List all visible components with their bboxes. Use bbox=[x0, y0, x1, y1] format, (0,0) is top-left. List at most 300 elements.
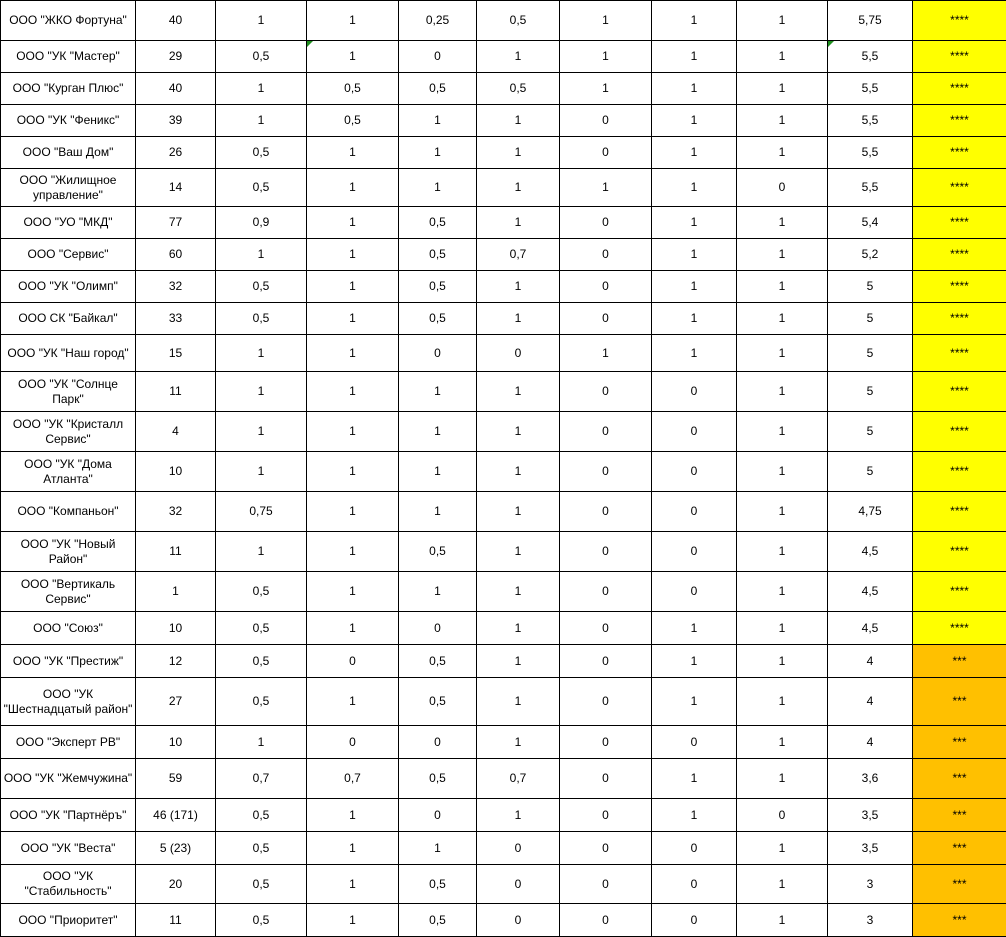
criterion-6-cell[interactable]: 1 bbox=[652, 41, 737, 73]
company-name-cell[interactable]: ООО "УК "Мастер" bbox=[1, 41, 136, 73]
rating-cell[interactable]: *** bbox=[913, 832, 1006, 865]
criterion-3-cell[interactable]: 0,5 bbox=[399, 207, 477, 239]
criterion-3-cell[interactable]: 1 bbox=[399, 832, 477, 865]
criterion-2-cell[interactable]: 1 bbox=[307, 452, 399, 492]
criterion-5-cell[interactable]: 0 bbox=[560, 303, 652, 335]
criterion-4-cell[interactable]: 1 bbox=[477, 612, 560, 645]
company-name-cell[interactable]: ООО "УК "Партнёръ" bbox=[1, 799, 136, 832]
comment-indicator-icon[interactable] bbox=[307, 41, 313, 47]
criterion-6-cell[interactable]: 0 bbox=[652, 904, 737, 937]
rating-cell[interactable]: **** bbox=[913, 335, 1006, 372]
total-score-cell[interactable]: 5 bbox=[828, 335, 913, 372]
criterion-4-cell[interactable]: 1 bbox=[477, 271, 560, 303]
total-score-cell[interactable]: 3 bbox=[828, 865, 913, 904]
criterion-5-cell[interactable]: 0 bbox=[560, 239, 652, 271]
criterion-1-cell[interactable]: 0,5 bbox=[216, 271, 307, 303]
criterion-6-cell[interactable]: 1 bbox=[652, 271, 737, 303]
criterion-4-cell[interactable]: 1 bbox=[477, 137, 560, 169]
count-cell[interactable]: 46 (171) bbox=[136, 799, 216, 832]
criterion-2-cell[interactable]: 1 bbox=[307, 678, 399, 726]
criterion-7-cell[interactable]: 1 bbox=[737, 1, 828, 41]
criterion-3-cell[interactable]: 1 bbox=[399, 372, 477, 412]
table-row bbox=[1, 372, 1006, 412]
company-name-cell[interactable]: ООО "УК "Кристалл Сервис" bbox=[1, 412, 136, 452]
company-name-cell[interactable]: ООО СК "Байкал" bbox=[1, 303, 136, 335]
count-cell[interactable]: 10 bbox=[136, 452, 216, 492]
count-cell[interactable]: 20 bbox=[136, 865, 216, 904]
company-name-cell[interactable]: ООО "Сервис" bbox=[1, 239, 136, 271]
criterion-2-cell[interactable]: 1 bbox=[307, 612, 399, 645]
criterion-4-cell[interactable]: 1 bbox=[477, 41, 560, 73]
criterion-3-cell[interactable]: 0,5 bbox=[399, 645, 477, 678]
company-name-cell[interactable]: ООО "УК "Феникс" bbox=[1, 105, 136, 137]
criterion-7-cell[interactable]: 1 bbox=[737, 572, 828, 612]
total-score-cell[interactable]: 5 bbox=[828, 452, 913, 492]
total-score-cell[interactable]: 4,5 bbox=[828, 612, 913, 645]
criterion-6-cell[interactable]: 1 bbox=[652, 169, 737, 207]
criterion-7-cell[interactable]: 1 bbox=[737, 865, 828, 904]
count-cell[interactable]: 10 bbox=[136, 612, 216, 645]
criterion-3-cell[interactable]: 0,5 bbox=[399, 73, 477, 105]
criterion-7-cell[interactable]: 1 bbox=[737, 759, 828, 799]
company-name-cell[interactable]: ООО "Приоритет" bbox=[1, 904, 136, 937]
rating-cell[interactable]: *** bbox=[913, 678, 1006, 726]
rating-cell[interactable]: **** bbox=[913, 73, 1006, 105]
rating-cell[interactable]: *** bbox=[913, 904, 1006, 937]
count-cell[interactable]: 11 bbox=[136, 372, 216, 412]
criterion-7-cell[interactable]: 0 bbox=[737, 799, 828, 832]
table-row bbox=[1, 759, 1006, 799]
criterion-5-cell[interactable]: 0 bbox=[560, 532, 652, 572]
criterion-3-cell[interactable]: 0 bbox=[399, 41, 477, 73]
criterion-2-cell[interactable]: 1 bbox=[307, 207, 399, 239]
criterion-2-cell[interactable]: 0 bbox=[307, 726, 399, 759]
company-name-cell[interactable]: ООО "Эксперт РВ" bbox=[1, 726, 136, 759]
company-name-cell[interactable]: ООО "ЖКО Фортуна" bbox=[1, 1, 136, 41]
criterion-3-cell[interactable]: 1 bbox=[399, 169, 477, 207]
criterion-5-cell[interactable]: 0 bbox=[560, 271, 652, 303]
total-score-cell[interactable]: 5 bbox=[828, 271, 913, 303]
total-score-cell[interactable]: 5,5 bbox=[828, 169, 913, 207]
criterion-1-cell[interactable]: 1 bbox=[216, 239, 307, 271]
company-name-cell[interactable]: ООО "УК "Новый Район" bbox=[1, 532, 136, 572]
total-score-cell[interactable]: 4 bbox=[828, 645, 913, 678]
table-row bbox=[1, 303, 1006, 335]
criterion-1-cell[interactable]: 0,5 bbox=[216, 303, 307, 335]
criterion-3-cell[interactable]: 0,5 bbox=[399, 532, 477, 572]
rating-cell[interactable]: **** bbox=[913, 271, 1006, 303]
criterion-3-cell[interactable]: 1 bbox=[399, 412, 477, 452]
company-name-cell[interactable]: ООО "Ваш Дом" bbox=[1, 137, 136, 169]
criterion-5-cell[interactable]: 0 bbox=[560, 832, 652, 865]
criterion-1-cell[interactable]: 1 bbox=[216, 532, 307, 572]
total-score-cell[interactable]: 5,5 bbox=[828, 41, 913, 73]
criterion-6-cell[interactable]: 1 bbox=[652, 137, 737, 169]
criterion-1-cell[interactable]: 0,5 bbox=[216, 41, 307, 73]
rating-cell[interactable]: **** bbox=[913, 137, 1006, 169]
company-name-cell[interactable]: ООО "УК "Дома Атланта" bbox=[1, 452, 136, 492]
criterion-6-cell[interactable]: 1 bbox=[652, 303, 737, 335]
criterion-4-cell[interactable]: 1 bbox=[477, 169, 560, 207]
criterion-7-cell[interactable]: 1 bbox=[737, 372, 828, 412]
criterion-3-cell[interactable]: 0 bbox=[399, 335, 477, 372]
criterion-6-cell[interactable]: 1 bbox=[652, 612, 737, 645]
count-cell[interactable]: 1 bbox=[136, 572, 216, 612]
criterion-4-cell[interactable]: 1 bbox=[477, 207, 560, 239]
criterion-7-cell[interactable]: 1 bbox=[737, 726, 828, 759]
criterion-4-cell[interactable]: 1 bbox=[477, 726, 560, 759]
company-name-cell[interactable]: ООО "Компаньон" bbox=[1, 492, 136, 532]
count-cell[interactable]: 26 bbox=[136, 137, 216, 169]
criterion-5-cell[interactable]: 0 bbox=[560, 137, 652, 169]
criterion-4-cell[interactable]: 1 bbox=[477, 303, 560, 335]
criterion-3-cell[interactable]: 1 bbox=[399, 105, 477, 137]
rating-cell[interactable]: **** bbox=[913, 492, 1006, 532]
company-name-cell[interactable]: ООО "УК "Солнце Парк" bbox=[1, 372, 136, 412]
criterion-3-cell[interactable]: 0 bbox=[399, 612, 477, 645]
criterion-5-cell[interactable]: 0 bbox=[560, 572, 652, 612]
criterion-4-cell[interactable]: 1 bbox=[477, 412, 560, 452]
criterion-2-cell[interactable]: 1 bbox=[307, 335, 399, 372]
criterion-1-cell[interactable]: 0,5 bbox=[216, 799, 307, 832]
rating-cell[interactable]: **** bbox=[913, 169, 1006, 207]
criterion-3-cell[interactable]: 1 bbox=[399, 137, 477, 169]
criterion-4-cell[interactable]: 0 bbox=[477, 865, 560, 904]
criterion-7-cell[interactable]: 1 bbox=[737, 73, 828, 105]
table-row bbox=[1, 572, 1006, 612]
criterion-1-cell[interactable]: 0,7 bbox=[216, 759, 307, 799]
criterion-4-cell[interactable]: 1 bbox=[477, 572, 560, 612]
criterion-5-cell[interactable]: 0 bbox=[560, 645, 652, 678]
criterion-1-cell[interactable]: 0,5 bbox=[216, 572, 307, 612]
total-score-cell[interactable]: 5,4 bbox=[828, 207, 913, 239]
criterion-6-cell[interactable]: 0 bbox=[652, 452, 737, 492]
criterion-3-cell[interactable]: 0 bbox=[399, 799, 477, 832]
company-name-cell[interactable]: ООО "УК "Шестнадцатый район" bbox=[1, 678, 136, 726]
criterion-1-cell[interactable]: 1 bbox=[216, 726, 307, 759]
criterion-5-cell[interactable]: 1 bbox=[560, 1, 652, 41]
criterion-2-cell[interactable]: 1 bbox=[307, 532, 399, 572]
criterion-1-cell[interactable]: 0,5 bbox=[216, 865, 307, 904]
criterion-6-cell[interactable]: 0 bbox=[652, 372, 737, 412]
criterion-5-cell[interactable]: 1 bbox=[560, 73, 652, 105]
criterion-7-cell[interactable]: 1 bbox=[737, 105, 828, 137]
count-cell[interactable]: 40 bbox=[136, 73, 216, 105]
company-name-cell[interactable]: ООО "Вертикаль Сервис" bbox=[1, 572, 136, 612]
criterion-5-cell[interactable]: 0 bbox=[560, 452, 652, 492]
criterion-7-cell[interactable]: 1 bbox=[737, 335, 828, 372]
total-score-cell[interactable]: 5 bbox=[828, 412, 913, 452]
count-cell[interactable]: 32 bbox=[136, 492, 216, 532]
criterion-2-cell[interactable]: 0 bbox=[307, 645, 399, 678]
criterion-3-cell[interactable]: 0,5 bbox=[399, 239, 477, 271]
criterion-6-cell[interactable]: 1 bbox=[652, 239, 737, 271]
total-score-cell[interactable]: 4 bbox=[828, 726, 913, 759]
criterion-6-cell[interactable]: 1 bbox=[652, 645, 737, 678]
total-score-cell[interactable]: 5 bbox=[828, 303, 913, 335]
rating-cell[interactable]: **** bbox=[913, 532, 1006, 572]
criterion-2-cell[interactable]: 0,5 bbox=[307, 105, 399, 137]
company-name-cell[interactable]: ООО "Союз" bbox=[1, 612, 136, 645]
criterion-6-cell[interactable]: 0 bbox=[652, 726, 737, 759]
rating-cell[interactable]: **** bbox=[913, 303, 1006, 335]
total-score-cell[interactable]: 4 bbox=[828, 678, 913, 726]
company-name-cell[interactable]: ООО "УК "Наш город" bbox=[1, 335, 136, 372]
criterion-1-cell[interactable]: 1 bbox=[216, 73, 307, 105]
criterion-1-cell[interactable]: 0,75 bbox=[216, 492, 307, 532]
table-row bbox=[1, 678, 1006, 726]
total-score-cell[interactable]: 3,5 bbox=[828, 832, 913, 865]
criterion-3-cell[interactable]: 0,5 bbox=[399, 904, 477, 937]
criterion-6-cell[interactable]: 0 bbox=[652, 832, 737, 865]
count-cell[interactable]: 40 bbox=[136, 1, 216, 41]
rating-cell[interactable]: **** bbox=[913, 412, 1006, 452]
count-cell[interactable]: 4 bbox=[136, 412, 216, 452]
count-cell[interactable]: 10 bbox=[136, 726, 216, 759]
criterion-1-cell[interactable]: 0,5 bbox=[216, 904, 307, 937]
criterion-1-cell[interactable]: 0,5 bbox=[216, 137, 307, 169]
count-cell[interactable]: 33 bbox=[136, 303, 216, 335]
criterion-1-cell[interactable]: 1 bbox=[216, 372, 307, 412]
criterion-4-cell[interactable]: 1 bbox=[477, 532, 560, 572]
table-row bbox=[1, 412, 1006, 452]
count-cell[interactable]: 11 bbox=[136, 904, 216, 937]
criterion-2-cell[interactable]: 1 bbox=[307, 572, 399, 612]
total-score-cell[interactable]: 5,5 bbox=[828, 105, 913, 137]
criterion-6-cell[interactable]: 0 bbox=[652, 492, 737, 532]
criterion-1-cell[interactable]: 1 bbox=[216, 412, 307, 452]
count-cell[interactable]: 29 bbox=[136, 41, 216, 73]
count-cell[interactable]: 14 bbox=[136, 169, 216, 207]
total-score-cell[interactable]: 5,2 bbox=[828, 239, 913, 271]
criterion-4-cell[interactable]: 0,7 bbox=[477, 759, 560, 799]
criterion-3-cell[interactable]: 0,5 bbox=[399, 303, 477, 335]
company-name-cell[interactable]: ООО "УК "Жемчужина" bbox=[1, 759, 136, 799]
table-row bbox=[1, 832, 1006, 865]
comment-indicator-icon[interactable] bbox=[828, 41, 834, 47]
count-cell[interactable]: 27 bbox=[136, 678, 216, 726]
rating-cell[interactable]: **** bbox=[913, 452, 1006, 492]
count-cell[interactable]: 5 (23) bbox=[136, 832, 216, 865]
criterion-7-cell[interactable]: 1 bbox=[737, 452, 828, 492]
count-cell[interactable]: 15 bbox=[136, 335, 216, 372]
criterion-4-cell[interactable]: 1 bbox=[477, 645, 560, 678]
criterion-7-cell[interactable]: 1 bbox=[737, 271, 828, 303]
criterion-2-cell[interactable]: 1 bbox=[307, 137, 399, 169]
criterion-7-cell[interactable]: 1 bbox=[737, 303, 828, 335]
criterion-2-cell[interactable]: 1 bbox=[307, 1, 399, 41]
rating-cell[interactable]: **** bbox=[913, 41, 1006, 73]
table-row bbox=[1, 41, 1006, 73]
total-score-cell[interactable]: 5 bbox=[828, 372, 913, 412]
criterion-1-cell[interactable]: 1 bbox=[216, 105, 307, 137]
company-name-cell[interactable]: ООО "УК "Олимп" bbox=[1, 271, 136, 303]
criterion-4-cell[interactable]: 1 bbox=[477, 452, 560, 492]
criterion-4-cell[interactable]: 0,5 bbox=[477, 1, 560, 41]
criterion-4-cell[interactable]: 0,5 bbox=[477, 73, 560, 105]
criterion-1-cell[interactable]: 0,5 bbox=[216, 678, 307, 726]
criterion-2-cell[interactable]: 1 bbox=[307, 372, 399, 412]
criterion-7-cell[interactable]: 1 bbox=[737, 239, 828, 271]
criterion-5-cell[interactable]: 0 bbox=[560, 612, 652, 645]
criterion-7-cell[interactable]: 1 bbox=[737, 832, 828, 865]
rating-cell[interactable]: **** bbox=[913, 1, 1006, 41]
criterion-3-cell[interactable]: 0,5 bbox=[399, 678, 477, 726]
criterion-3-cell[interactable]: 0,25 bbox=[399, 1, 477, 41]
criterion-5-cell[interactable]: 0 bbox=[560, 799, 652, 832]
table-row bbox=[1, 137, 1006, 169]
criterion-7-cell[interactable]: 1 bbox=[737, 904, 828, 937]
rating-cell[interactable]: *** bbox=[913, 865, 1006, 904]
criterion-1-cell[interactable]: 1 bbox=[216, 452, 307, 492]
criterion-2-cell[interactable]: 1 bbox=[307, 41, 399, 73]
criterion-3-cell[interactable]: 0,5 bbox=[399, 759, 477, 799]
criterion-2-cell[interactable]: 1 bbox=[307, 799, 399, 832]
criterion-4-cell[interactable]: 1 bbox=[477, 372, 560, 412]
table-row bbox=[1, 726, 1006, 759]
company-name-cell[interactable]: ООО "УК "Престиж" bbox=[1, 645, 136, 678]
criterion-5-cell[interactable]: 1 bbox=[560, 41, 652, 73]
criterion-3-cell[interactable]: 1 bbox=[399, 452, 477, 492]
total-score-cell[interactable]: 3,6 bbox=[828, 759, 913, 799]
count-cell[interactable]: 39 bbox=[136, 105, 216, 137]
total-score-cell[interactable]: 4,5 bbox=[828, 532, 913, 572]
criterion-5-cell[interactable]: 0 bbox=[560, 759, 652, 799]
criterion-5-cell[interactable]: 1 bbox=[560, 335, 652, 372]
criterion-2-cell[interactable]: 1 bbox=[307, 412, 399, 452]
rating-cell[interactable]: *** bbox=[913, 726, 1006, 759]
criterion-3-cell[interactable]: 0,5 bbox=[399, 271, 477, 303]
total-score-cell[interactable]: 3,5 bbox=[828, 799, 913, 832]
criterion-6-cell[interactable]: 1 bbox=[652, 105, 737, 137]
criterion-1-cell[interactable]: 1 bbox=[216, 335, 307, 372]
table-row bbox=[1, 239, 1006, 271]
criterion-7-cell[interactable]: 1 bbox=[737, 645, 828, 678]
company-name-cell[interactable]: ООО "Курган Плюс" bbox=[1, 73, 136, 105]
criterion-7-cell[interactable]: 1 bbox=[737, 137, 828, 169]
criterion-2-cell[interactable]: 1 bbox=[307, 271, 399, 303]
total-score-cell[interactable]: 5,75 bbox=[828, 1, 913, 41]
criterion-6-cell[interactable]: 0 bbox=[652, 865, 737, 904]
criterion-2-cell[interactable]: 1 bbox=[307, 169, 399, 207]
criterion-4-cell[interactable]: 0 bbox=[477, 335, 560, 372]
criterion-4-cell[interactable]: 0 bbox=[477, 832, 560, 865]
count-cell[interactable]: 60 bbox=[136, 239, 216, 271]
criterion-7-cell[interactable]: 1 bbox=[737, 412, 828, 452]
criterion-2-cell[interactable]: 1 bbox=[307, 865, 399, 904]
rating-cell[interactable]: *** bbox=[913, 799, 1006, 832]
criterion-5-cell[interactable]: 0 bbox=[560, 904, 652, 937]
criterion-2-cell[interactable]: 1 bbox=[307, 239, 399, 271]
count-cell[interactable]: 11 bbox=[136, 532, 216, 572]
rating-cell[interactable]: **** bbox=[913, 239, 1006, 271]
criterion-4-cell[interactable]: 1 bbox=[477, 799, 560, 832]
criterion-3-cell[interactable]: 1 bbox=[399, 492, 477, 532]
criterion-2-cell[interactable]: 1 bbox=[307, 904, 399, 937]
criterion-1-cell[interactable]: 1 bbox=[216, 1, 307, 41]
criterion-7-cell[interactable]: 1 bbox=[737, 612, 828, 645]
criterion-2-cell[interactable]: 0,7 bbox=[307, 759, 399, 799]
rating-cell[interactable]: **** bbox=[913, 372, 1006, 412]
criterion-2-cell[interactable]: 0,5 bbox=[307, 73, 399, 105]
criterion-6-cell[interactable]: 1 bbox=[652, 73, 737, 105]
table-row bbox=[1, 271, 1006, 303]
rating-cell[interactable]: *** bbox=[913, 645, 1006, 678]
criterion-6-cell[interactable]: 1 bbox=[652, 335, 737, 372]
rating-cell[interactable]: **** bbox=[913, 572, 1006, 612]
criterion-7-cell[interactable]: 1 bbox=[737, 207, 828, 239]
criterion-4-cell[interactable]: 1 bbox=[477, 105, 560, 137]
criterion-5-cell[interactable]: 0 bbox=[560, 865, 652, 904]
criterion-6-cell[interactable]: 1 bbox=[652, 799, 737, 832]
criterion-3-cell[interactable]: 0 bbox=[399, 726, 477, 759]
criterion-6-cell[interactable]: 1 bbox=[652, 1, 737, 41]
criterion-2-cell[interactable]: 1 bbox=[307, 832, 399, 865]
criterion-6-cell[interactable]: 1 bbox=[652, 678, 737, 726]
criterion-6-cell[interactable]: 0 bbox=[652, 412, 737, 452]
criterion-3-cell[interactable]: 1 bbox=[399, 572, 477, 612]
criterion-2-cell[interactable]: 1 bbox=[307, 492, 399, 532]
count-cell[interactable]: 32 bbox=[136, 271, 216, 303]
criterion-5-cell[interactable]: 0 bbox=[560, 678, 652, 726]
rating-cell[interactable]: **** bbox=[913, 612, 1006, 645]
criterion-5-cell[interactable]: 1 bbox=[560, 169, 652, 207]
rating-cell[interactable]: *** bbox=[913, 759, 1006, 799]
criterion-4-cell[interactable]: 1 bbox=[477, 678, 560, 726]
criterion-1-cell[interactable]: 0,5 bbox=[216, 832, 307, 865]
count-cell[interactable]: 12 bbox=[136, 645, 216, 678]
criterion-7-cell[interactable]: 1 bbox=[737, 41, 828, 73]
criterion-7-cell[interactable]: 0 bbox=[737, 169, 828, 207]
criterion-1-cell[interactable]: 0,5 bbox=[216, 645, 307, 678]
criterion-6-cell[interactable]: 0 bbox=[652, 572, 737, 612]
company-name-cell[interactable]: ООО "УК "Веста" bbox=[1, 832, 136, 865]
company-name-cell[interactable]: ООО "УК "Стабильность" bbox=[1, 865, 136, 904]
criterion-5-cell[interactable]: 0 bbox=[560, 726, 652, 759]
count-cell[interactable]: 77 bbox=[136, 207, 216, 239]
criterion-6-cell[interactable]: 0 bbox=[652, 532, 737, 572]
total-score-cell[interactable]: 4,5 bbox=[828, 572, 913, 612]
criterion-7-cell[interactable]: 1 bbox=[737, 532, 828, 572]
criterion-5-cell[interactable]: 0 bbox=[560, 412, 652, 452]
total-score-cell[interactable]: 5,5 bbox=[828, 73, 913, 105]
criterion-3-cell[interactable]: 0,5 bbox=[399, 865, 477, 904]
count-cell[interactable]: 59 bbox=[136, 759, 216, 799]
criterion-4-cell[interactable]: 1 bbox=[477, 492, 560, 532]
total-score-cell[interactable]: 3 bbox=[828, 904, 913, 937]
criterion-4-cell[interactable]: 0,7 bbox=[477, 239, 560, 271]
rating-cell[interactable]: **** bbox=[913, 105, 1006, 137]
criterion-5-cell[interactable]: 0 bbox=[560, 207, 652, 239]
criterion-5-cell[interactable]: 0 bbox=[560, 492, 652, 532]
rating-cell[interactable]: **** bbox=[913, 207, 1006, 239]
criterion-1-cell[interactable]: 0,5 bbox=[216, 612, 307, 645]
total-score-cell[interactable]: 5,5 bbox=[828, 137, 913, 169]
criterion-2-cell[interactable]: 1 bbox=[307, 303, 399, 335]
criterion-6-cell[interactable]: 1 bbox=[652, 207, 737, 239]
criterion-5-cell[interactable]: 0 bbox=[560, 105, 652, 137]
criterion-1-cell[interactable]: 0,9 bbox=[216, 207, 307, 239]
criterion-4-cell[interactable]: 0 bbox=[477, 904, 560, 937]
company-name-cell[interactable]: ООО "УО "МКД" bbox=[1, 207, 136, 239]
criterion-6-cell[interactable]: 1 bbox=[652, 759, 737, 799]
criterion-1-cell[interactable]: 0,5 bbox=[216, 169, 307, 207]
criterion-7-cell[interactable]: 1 bbox=[737, 678, 828, 726]
criterion-7-cell[interactable]: 1 bbox=[737, 492, 828, 532]
company-name-cell[interactable]: ООО "Жилищное управление" bbox=[1, 169, 136, 207]
criterion-5-cell[interactable]: 0 bbox=[560, 372, 652, 412]
total-score-cell[interactable]: 4,75 bbox=[828, 492, 913, 532]
